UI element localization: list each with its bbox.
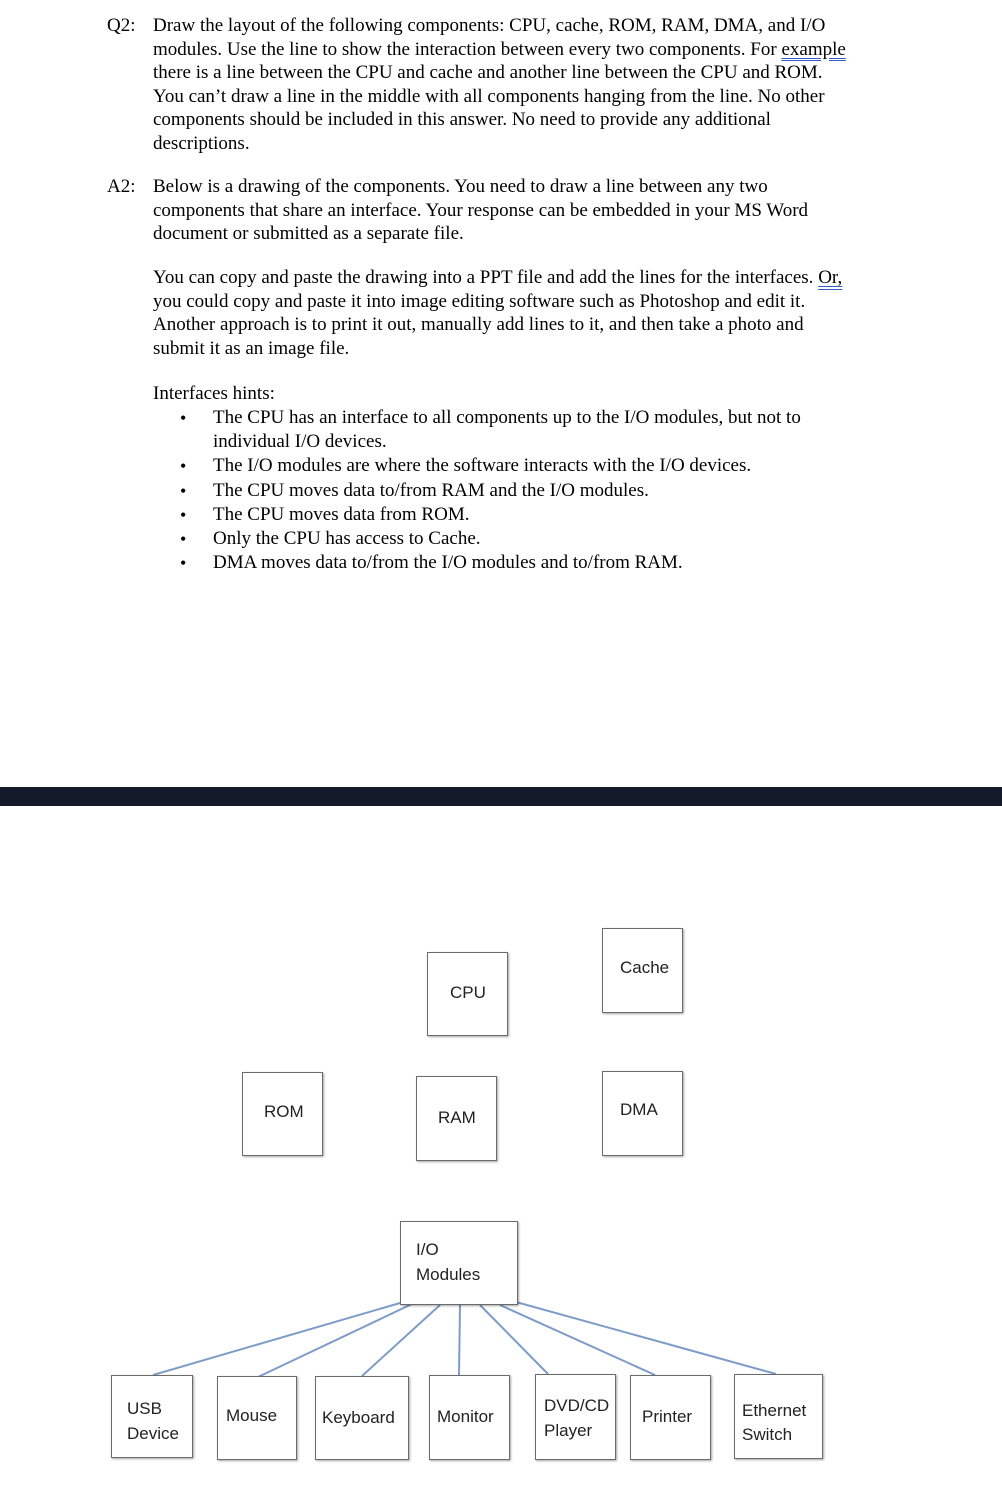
hint-item: • Only the CPU has access to Cache. [153,527,853,551]
question-line: You can’t draw a line in the middle with all components hanging from the line. No other [153,85,825,107]
question-line: Draw the layout of the following components: CPU, cache, ROM, RAM, DMA, and I/O [153,15,826,36]
example-word: example [781,38,846,60]
mouse-label: Mouse [226,1406,278,1425]
answer-line: Another approach is to print it out, manually add lines to it, and then take a photo and [153,314,804,335]
dvd-label-line1: DVD/CD [544,1396,610,1415]
dma-label: DMA [620,1100,658,1119]
question-label: Q2: [107,15,136,36]
question-line: there is a line between the CPU and cache and another line between the CPU and ROM. [153,62,823,83]
answer-line: Below is a drawing of the components. You need to draw a line between any two [153,176,768,197]
answer-line: submit it as an image file. [153,337,350,359]
cache-label: Cache [620,958,670,977]
dvd-label-line2: Player [544,1421,593,1440]
dvd-cd-player-box [535,1374,616,1460]
printer-box [630,1375,711,1460]
hint-item: • DMA moves data to/from the I/O modules and to/from RAM. [153,551,853,575]
line-printer [500,1305,655,1375]
or-word: Or, [818,267,843,288]
monitor-label: Monitor [437,1407,494,1426]
usb-label-line1: USB [127,1399,162,1418]
line-mouse [258,1304,412,1377]
ram-box [416,1076,497,1161]
io-label-line1: I/O [416,1240,439,1259]
monitor-box [429,1375,510,1460]
usb-device-box [111,1375,193,1458]
question-line: components should be included in this answer. No need to provide any additional [153,109,771,130]
answer-line: components that share an interface. Your response can be embedded in your MS Word [153,199,809,221]
hint-item: • The CPU moves data to/from RAM and the I/O modules. [153,479,853,503]
hint-item: • The I/O modules are where the software interacts with the I/O devices. [153,454,853,478]
line-usb [153,1303,400,1375]
keyboard-box [315,1376,409,1460]
ram-label: RAM [438,1108,476,1127]
line-monitor [459,1305,460,1375]
hints-heading: Interfaces hints: [153,383,275,404]
ethernet-switch-box [734,1374,823,1459]
cpu-box [427,952,508,1036]
mouse-box [217,1376,297,1460]
hint-item: • The CPU moves data from ROM. [153,503,853,527]
cpu-label: CPU [450,983,486,1002]
keyboard-label: Keyboard [322,1408,395,1427]
ethernet-label-line2: Switch [742,1425,793,1444]
rom-label: ROM [264,1102,304,1121]
usb-label-line2: Device [127,1424,179,1443]
cache-box [602,928,683,1013]
rom-box [242,1072,323,1156]
line-dvd [480,1305,548,1374]
hint-item: • The CPU has an interface to all components up to the I/O modules, but not to individual I/O devices. [153,406,843,454]
answer-label: A2: [107,176,136,197]
printer-label: Printer [642,1407,693,1426]
question-line: modules. Use the line to show the interaction between every two components. For example [153,38,846,60]
answer-line: document or submitted as a separate file. [153,223,464,244]
io-modules-box [400,1221,518,1305]
line-ethernet [516,1302,776,1374]
line-keyboard [362,1305,440,1376]
dma-box [602,1071,683,1156]
answer-line: You can copy and paste the drawing into a PPT file and add the lines for the interfaces. Or, [153,267,843,288]
ethernet-label-line1: Ethernet [742,1401,807,1420]
question-line: descriptions. [153,132,250,154]
answer-line: you could copy and paste it into image editing software such as Photoshop and edit it. [153,290,806,312]
io-label-line2: Modules [416,1265,481,1284]
